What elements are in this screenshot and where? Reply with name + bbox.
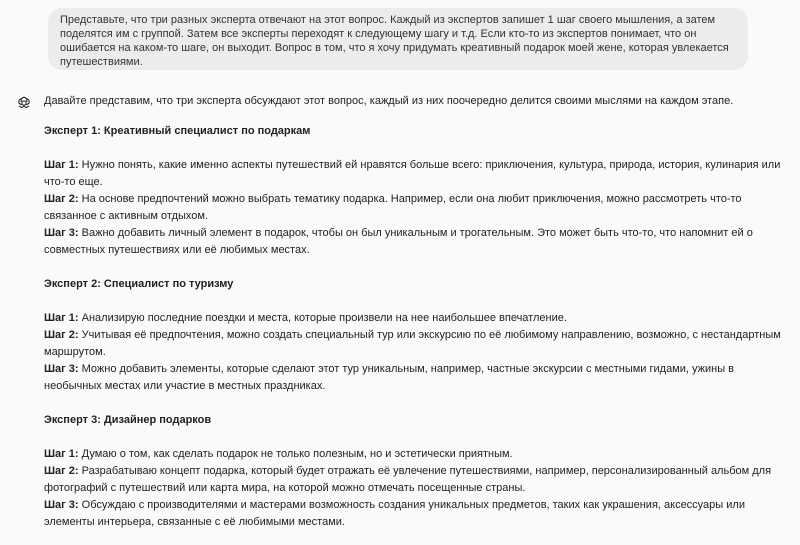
step-item [44, 310, 784, 327]
assistant-intro: Давайте представим, что три эксперта обсуждают этот вопрос, каждый из них поочередно делится своими мыслями на каждом этапе. [44, 95, 734, 107]
step-item [44, 446, 784, 463]
step-item [44, 225, 784, 259]
step-item [44, 497, 784, 531]
step-label: Шаг 3: [44, 363, 79, 375]
expert-title: Эксперт 3: Дизайнер подарков [44, 414, 212, 426]
step-text: Важно добавить личный элемент в подарок, чтобы он был уникальным и трогательным. Это может быть что-то, что напомнит ей о совместных путешествиях или её любимых местах. [44, 227, 753, 256]
step-label: Шаг 1: [44, 448, 79, 460]
step-text: Можно добавить элементы, которые сделают этот тур уникальным, например, частные экскурсии с местными гидами, ужины в необычных местах или участие в местных праздниках. [44, 363, 735, 392]
step-item [44, 191, 784, 225]
step-label: Шаг 2: [44, 329, 79, 341]
step-label: Шаг 1: [44, 312, 79, 324]
user-message-text: Представьте, что три разных эксперта отвечают на этот вопрос. Каждый из экспертов запишет 1 шаг своего мышления, а затем поделятся им с группой. Затем все эксперты переходят к следующему шагу и т.д. Если кто-то из экспертов понимает, что он ошибается на каком-то шаге, он выходит. Вопрос в том, что я хочу придумать креативный подарок моей жене, которая увлекается путешествиями. [60, 14, 729, 68]
expert-section [44, 123, 784, 259]
assistant-answer [44, 93, 784, 545]
step-label: Шаг 2: [44, 193, 79, 205]
step-item [44, 463, 784, 497]
step-label: Шаг 1: [44, 159, 79, 171]
step-item [44, 157, 784, 191]
openai-logo-icon [16, 95, 32, 111]
step-label: Шаг 3: [44, 499, 79, 511]
step-item [44, 327, 784, 361]
step-text: Разрабатываю концепт подарка, который будет отражать её увлечение путешествиями, например, персонализированный альбом для фотографий с путешествий или карта мира, на которой можно отмечать посещенные страны. [44, 465, 772, 494]
step-item [44, 361, 784, 395]
step-text: Анализирую последние поездки и места, которые произвели на нее наибольшее впечатление. [78, 312, 567, 324]
step-text: Нужно понять, какие именно аспекты путешествий ей нравятся больше всего: приключения, культура, природа, история, кулинария или что-то еще. [44, 159, 781, 188]
expert-section [44, 412, 784, 531]
expert-section [44, 276, 784, 395]
step-text: Обсуждаю с производителями и мастерами возможность создания уникальных предметов, таких как украшения, аксессуары или элементы интерьера, связанные с её любимыми местами. [44, 499, 745, 528]
step-text: Учитывая её предпочтения, можно создать специальный тур или экскурсию по её любимому направлению, возможно, с нестандартным маршрутом. [44, 329, 781, 358]
step-text: На основе предпочтений можно выбрать тематику подарка. Например, если она любит приключения, можно рассмотреть что-то связанное с активным отдыхом. [44, 193, 742, 222]
expert-title: Эксперт 1: Креативный специалист по подаркам [44, 125, 311, 137]
user-message-bubble [48, 8, 748, 70]
step-text: Думаю о том, как сделать подарок не только полезным, но и эстетически приятным. [78, 448, 513, 460]
step-label: Шаг 2: [44, 465, 79, 477]
expert-title: Эксперт 2: Специалист по туризму [44, 278, 234, 290]
step-label: Шаг 3: [44, 227, 79, 239]
